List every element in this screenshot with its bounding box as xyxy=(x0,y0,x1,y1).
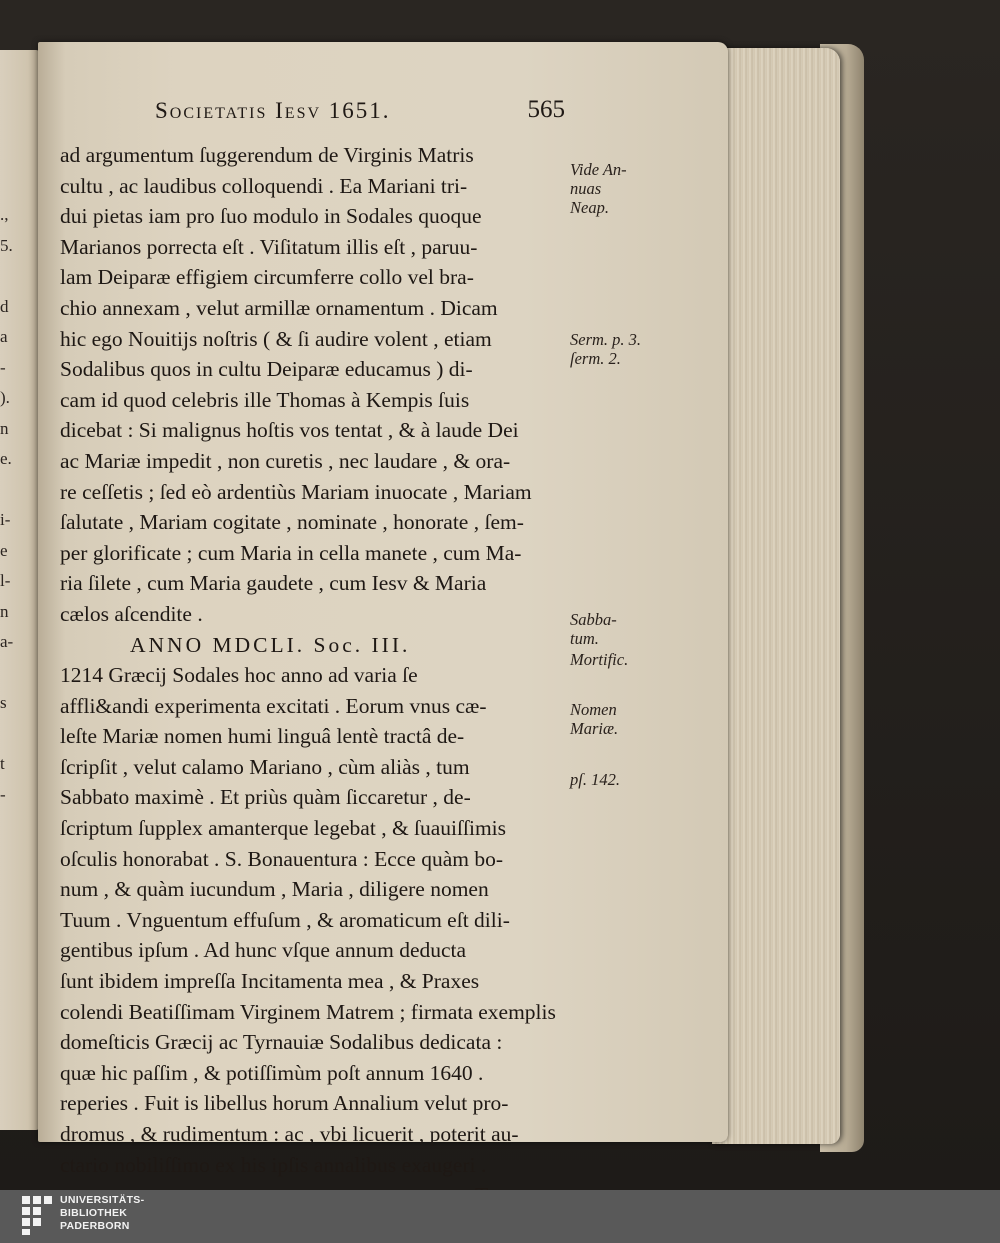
text-line: num , & quàm iucundum , Maria , diligere nomen xyxy=(60,877,489,902)
left-fragment xyxy=(0,902,16,933)
text-line: ſcripſit , velut calamo Mariano , cùm aliàs , tum xyxy=(60,754,470,779)
text-line: per glorificate ; cum Maria in cella manete , cum Ma- xyxy=(60,540,522,565)
left-fragment xyxy=(0,841,16,872)
margin-note xyxy=(570,700,618,738)
text-line: ctario nobiliſſimo ex his ipſis annalibus exaugeri . xyxy=(60,1152,487,1177)
margin-note-line: ſerm. 2. xyxy=(570,349,621,368)
text-line: Tuum . Vnguentum effuſum , & aromaticum eſt dili- xyxy=(60,907,510,932)
left-fragment xyxy=(0,261,16,292)
left-fragment xyxy=(0,1024,16,1055)
left-fragment: - xyxy=(0,357,6,377)
left-fragment xyxy=(0,658,16,689)
left-fragment: - xyxy=(0,784,6,804)
margin-note xyxy=(570,770,620,789)
left-fragment: t xyxy=(0,754,5,773)
text-line: quæ hic paſſim , & potiſſimùm poſt annum 1640 . xyxy=(60,1060,484,1085)
text-line: dicebat : Si malignus hoſtis vos tentat , & à laude Dei xyxy=(60,418,519,443)
left-fragment: n xyxy=(0,418,9,438)
left-fragment xyxy=(0,475,16,506)
left-fragment: a- xyxy=(0,632,14,651)
text-line: ria ſilete , cum Maria gaudete , cum Iesv & Maria xyxy=(60,571,487,596)
text-line: hic ego Nouitijs noſtris ( & ſi audire volent , etiam xyxy=(60,326,492,351)
margin-note-line: tum. xyxy=(570,629,599,648)
left-fragment xyxy=(0,719,16,750)
left-fragment xyxy=(0,1085,16,1116)
text-line: 1214 Græcij Sodales hoc anno ad varia ſe xyxy=(60,663,418,688)
margin-note xyxy=(570,650,628,669)
left-fragment: e xyxy=(0,540,8,560)
text-line: oſculis honorabat . S. Bonauentura : Ecce quàm bo- xyxy=(60,846,504,871)
margin-note-line: pſ. 142. xyxy=(570,770,620,789)
text-line: affli&andi experimenta excitati . Eorum vnus cæ- xyxy=(60,693,487,718)
margin-note-line: Sabba- xyxy=(570,610,617,629)
text-line: lam Deiparæ effigiem circumferre collo vel bra- xyxy=(60,265,474,290)
left-fragment: i- xyxy=(0,510,11,529)
left-fragment: 5. xyxy=(0,235,13,255)
running-head-title: Societatis Iesv 1651. xyxy=(155,98,391,123)
library-name-line-3: PADERBORN xyxy=(60,1220,130,1232)
text-line: gentibus ipſum . Ad hunc vſque annum deducta xyxy=(60,938,467,963)
left-fragment xyxy=(0,932,16,963)
margin-note xyxy=(570,330,641,368)
text-line: dui pietas iam pro ſuo modulo in Sodales quoque xyxy=(60,204,482,229)
library-logo-icon xyxy=(22,1196,52,1236)
margin-note-line: nuas xyxy=(570,179,602,198)
left-fragment xyxy=(0,810,16,841)
text-line: domeſticis Græcij ac Tyrnauiæ Sodalibus dedicata : xyxy=(60,1030,503,1055)
left-fragment xyxy=(0,963,16,994)
left-fragment: a xyxy=(0,327,8,346)
left-page-edge xyxy=(0,50,40,1130)
text-line: ſalutate , Mariam cogitate , nominate , honorate , ſem- xyxy=(60,510,524,535)
footer-bar xyxy=(0,1190,1000,1243)
margin-note-line: Mortific. xyxy=(570,650,629,669)
margin-note xyxy=(570,610,617,648)
margin-note-line: Mariæ. xyxy=(570,719,619,738)
text-line: ad argumentum ſuggerendum de Virginis Matris xyxy=(60,143,474,167)
left-fragment xyxy=(0,871,16,902)
text-line: dromus , & rudimentum : ac , vbi licuerit , poterit au- xyxy=(60,1122,519,1146)
margin-note xyxy=(570,160,627,217)
left-fragment: d xyxy=(0,296,9,316)
left-fragment: ., xyxy=(0,205,9,224)
margin-note-line: Serm. p. 3. xyxy=(570,330,642,349)
left-fragment: e. xyxy=(0,449,12,468)
text-line: reperies . Fuit is libellus horum Annalium velut pro- xyxy=(60,1091,509,1116)
text-line: Sabbato maximè . Et priùs quàm ſiccaretur , de- xyxy=(60,785,471,810)
text-line: cultu , ac laudibus colloquendi . Ea Mariani tri- xyxy=(60,173,468,198)
page-stack-edge xyxy=(712,48,840,1144)
library-name-line-2: BIBLIOTHEK xyxy=(60,1207,128,1219)
text-line: re ceſſetis ; ſed eò ardentiùs Mariam inuocate , Mariam xyxy=(60,479,532,504)
left-fragment: l- xyxy=(0,571,11,590)
page-number: 565 xyxy=(527,96,565,123)
margin-note-line: Vide An- xyxy=(570,160,627,179)
margin-note-line: Nomen xyxy=(570,700,617,719)
text-line: ac Mariæ impedit , non curetis , nec laudare , & ora- xyxy=(60,448,511,473)
text-line: ſcriptum ſupplex amanterque legebat , & ſuauiſſimis xyxy=(60,816,507,841)
text-line: chio annexam , velut armillæ ornamentum . Dicam xyxy=(60,295,498,320)
text-line: ſunt ibidem impreſſa Incitamenta mea , & Praxes xyxy=(60,969,480,994)
library-name-line-1: UNIVERSITÄTS- xyxy=(60,1194,145,1206)
text-column xyxy=(60,140,562,1211)
text-line: Marianos porrecta eſt . Viſitatum illis eſt , paruu- xyxy=(60,234,478,259)
left-fragment xyxy=(0,993,16,1024)
left-page-text-fragments xyxy=(0,200,16,1115)
left-fragment: s xyxy=(0,693,7,712)
text-line: cælos aſcendite . xyxy=(60,601,203,626)
text-line: colendi Beatiſſimam Virginem Matrem ; firmata exemplis xyxy=(60,999,556,1024)
running-head xyxy=(155,96,565,132)
text-line: leſte Mariæ nomen humi linguâ lentè tractâ de- xyxy=(60,724,465,749)
section-heading: ANNO MDCLI. Soc. III. xyxy=(130,632,411,657)
left-fragment: ). xyxy=(0,388,10,407)
left-fragment: n xyxy=(0,601,9,621)
library-name xyxy=(60,1194,144,1233)
text-line: cam id quod celebris ille Thomas à Kempis ſuis xyxy=(60,387,470,412)
left-fragment xyxy=(0,1054,16,1085)
text-line: Sodalibus quos in cultu Deiparæ educamus ) di- xyxy=(60,357,473,382)
margin-note-line: Neap. xyxy=(570,198,609,217)
